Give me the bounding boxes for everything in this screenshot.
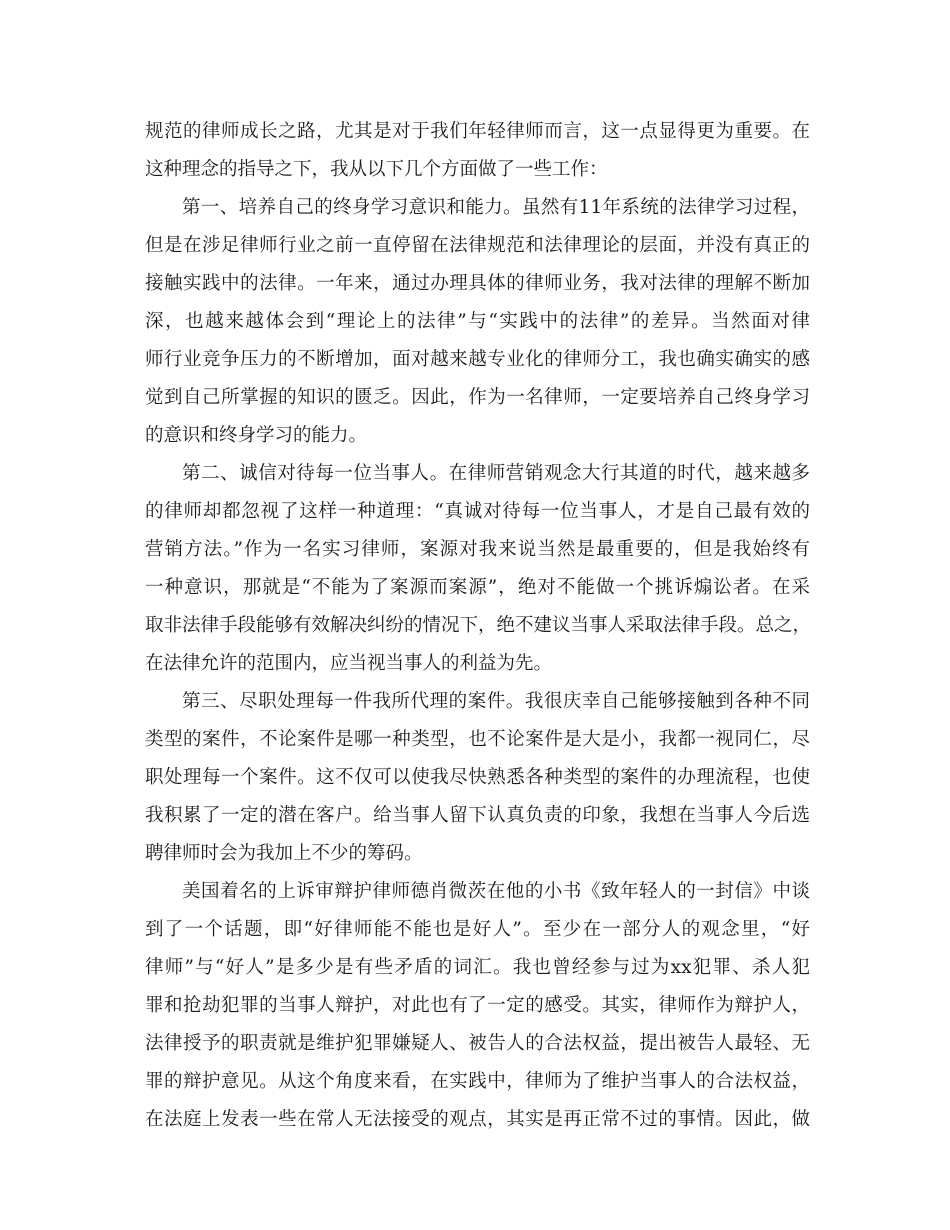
text-line: 律师”与“好人”是多少是有些矛盾的词汇。我也曾经参与过为xx犯罪、杀人犯 (145, 957, 810, 978)
text-line: 在法律允许的范围内，应当视当事人的利益为先。 (145, 653, 553, 674)
text-line: 罪的辩护意见。从这个角度来看，在实践中，律师为了维护当事人的合法权益， (145, 1071, 810, 1092)
text-line: 接触实践中的法律。一年来，通过办理具体的律师业务，我对法律的理解不断加 (145, 273, 810, 294)
text-line: 深，也越来越体会到“理论上的法律”与“实践中的法律”的差异。当然面对律 (145, 311, 810, 332)
paragraph-first-line: 美国着名的上诉审辩护律师德肖微茨在他的小书《致年轻人的一封信》中谈 (182, 881, 810, 902)
text-line: 类型的案件，不论案件是哪一种类型，也不论案件是大是小，我都一视同仁，尽 (145, 729, 810, 750)
paragraph-first-line: 第二、诚信对待每一位当事人。在律师营销观念大行其道的时代，越来越多 (182, 463, 810, 484)
text-line: 但是在涉足律师行业之前一直停留在法律规范和法律理论的层面，并没有真正的 (145, 235, 810, 256)
text-line: 到了一个话题，即“好律师能不能也是好人”。至少在一部分人的观念里，“好 (145, 919, 810, 940)
paragraph-first-line: 第一、培养自己的终身学习意识和能力。虽然有11年系统的法律学习过程， (182, 197, 810, 218)
text-line: 的意识和终身学习的能力。 (145, 425, 368, 446)
text-line: 取非法律手段能够有效解决纠纷的情况下，绝不建议当事人采取法律手段。总之， (145, 615, 812, 636)
text-line: 营销方法。”作为一名实习律师，案源对我来说当然是最重要的，但是我始终有 (145, 539, 810, 560)
text-line: 法律授予的职责就是维护犯罪嫌疑人、被告人的合法权益，提出被告人最轻、无 (145, 1033, 810, 1054)
text-line: 的律师却都忽视了这样一种道理：“真诚对待每一位当事人，才是自己最有效的 (145, 501, 810, 522)
text-line: 这种理念的指导之下，我从以下几个方面做了一些工作： (145, 159, 608, 180)
text-line: 职处理每一个案件。这不仅可以使我尽快熟悉各种类型的案件的办理流程，也使 (145, 767, 810, 788)
text-line: 聘律师时会为我加上不少的筹码。 (145, 843, 423, 864)
text-line: 罪和抢劫犯罪的当事人辩护，对此也有了一定的感受。其实，律师作为辩护人， (145, 995, 810, 1016)
paragraph-first-line: 第三、尽职处理每一件我所代理的案件。我很庆幸自己能够接触到各种不同 (182, 691, 810, 712)
text-line: 觉到自己所掌握的知识的匮乏。因此，作为一名律师，一定要培养自己终身学习 (145, 387, 810, 408)
text-line: 师行业竞争压力的不断增加，面对越来越专业化的律师分工，我也确实确实的感 (145, 349, 810, 370)
text-line: 我积累了一定的潜在客户。给当事人留下认真负责的印象，我想在当事人今后选 (145, 805, 810, 826)
text-line: 在法庭上发表一些在常人无法接受的观点，其实是再正常不过的事情。因此，做 (145, 1109, 810, 1130)
text-line: 规范的律师成长之路，尤其是对于我们年轻律师而言，这一点显得更为重要。在 (145, 121, 810, 142)
text-line: 一种意识，那就是“不能为了案源而案源”，绝对不能做一个挑诉煽讼者。在采 (145, 577, 810, 598)
